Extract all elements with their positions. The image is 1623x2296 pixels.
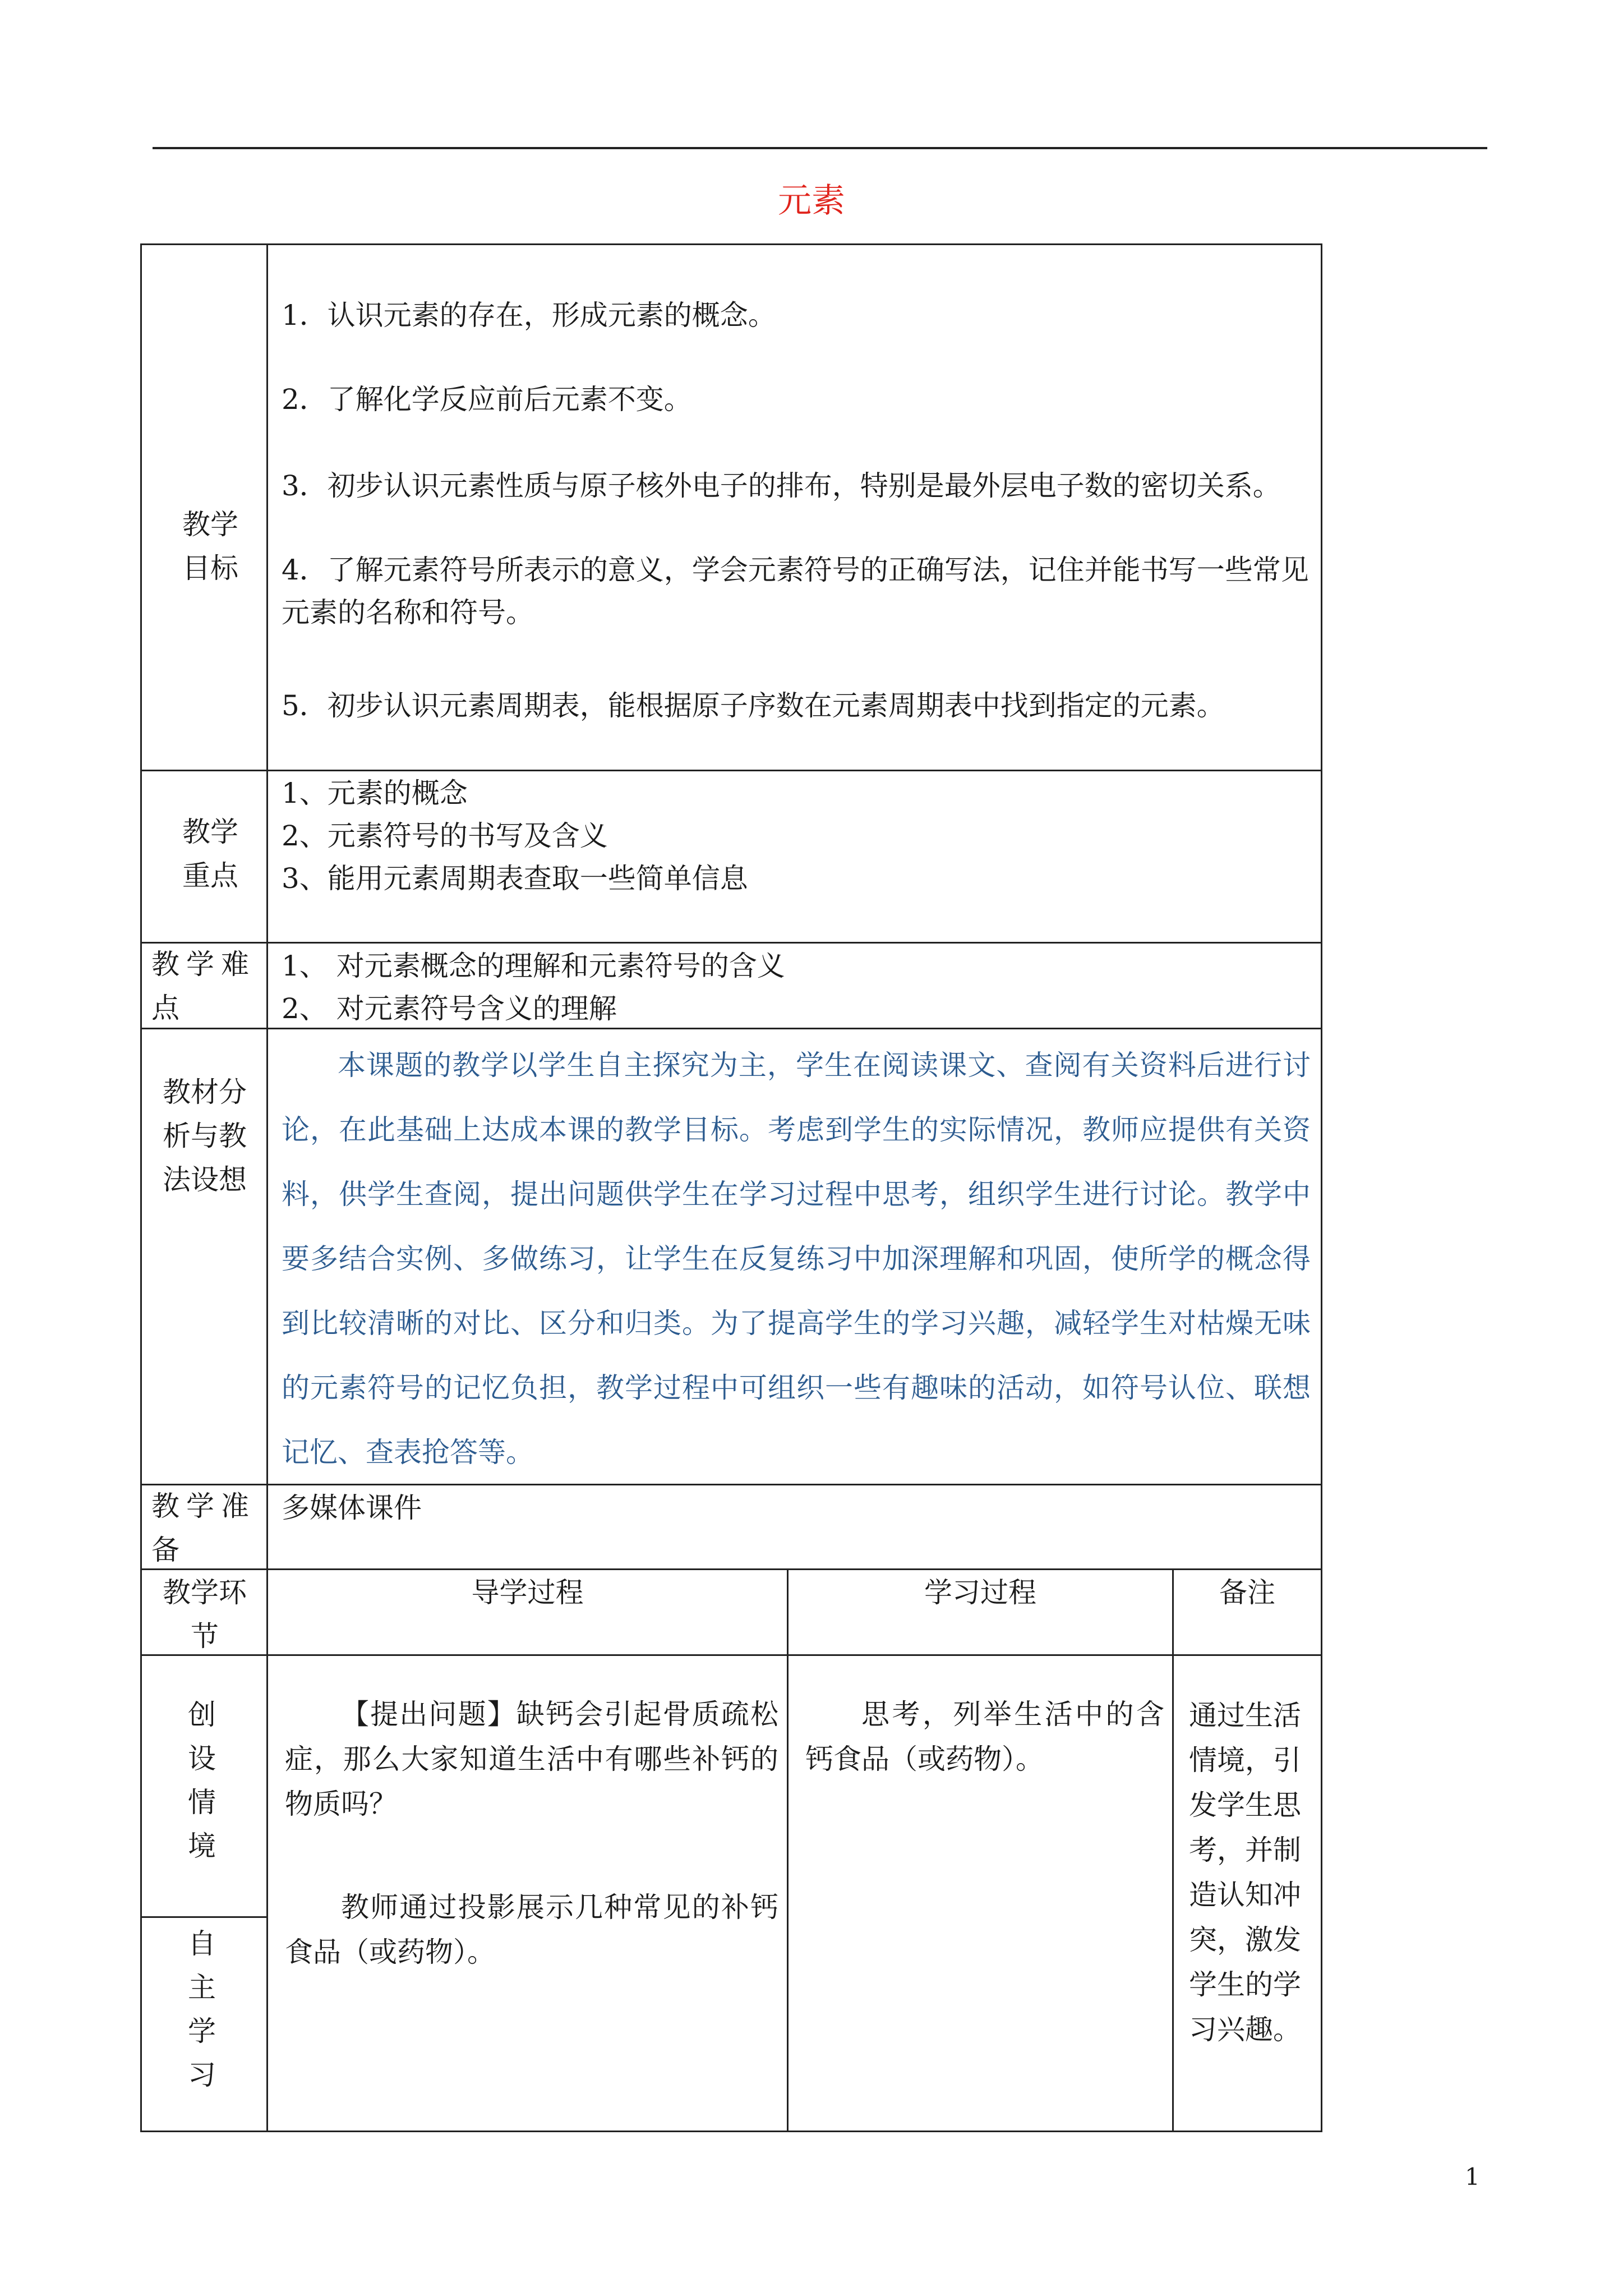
table-border-left bbox=[140, 243, 142, 2132]
objective-item: 2．了解化学反应前后元素不变。 bbox=[282, 383, 692, 416]
preparation-text: 多媒体课件 bbox=[282, 1492, 422, 1524]
objective-item: 4．了解元素符号所表示的意义，学会元素符号的正确写法，记住并能书写一些常见元素的名称和符号。 bbox=[282, 554, 1309, 629]
difficulty-item: 1、 对元素概念的理解和元素符号的含义 bbox=[282, 950, 785, 982]
row-line bbox=[140, 1654, 1322, 1656]
row-line bbox=[140, 1568, 1322, 1570]
key-point-item: 3、能用元素周期表查取一些简单信息 bbox=[282, 862, 748, 895]
guide-question: 【提出问题】缺钙会引起骨质疏松症，那么大家知道生活中有哪些补钙的物质吗？ bbox=[285, 1698, 778, 1820]
column-header-stage: 教学环节 bbox=[163, 1576, 247, 1653]
table-divider-guide bbox=[787, 1568, 789, 2132]
stage-situation: 创设情境 bbox=[188, 1699, 216, 1862]
preparation-label: 教学准备 bbox=[151, 1490, 256, 1566]
objective-item: 5．初步认识元素周期表，能根据原子序数在元素周期表中找到指定的元素。 bbox=[282, 689, 1225, 722]
guide-projection: 教师通过投影展示几种常见的补钙食品（或药物）。 bbox=[285, 1891, 778, 1968]
difficulties-label: 教学难点 bbox=[151, 948, 256, 1024]
objective-item: 1．认识元素的存在，形成元素的概念。 bbox=[282, 299, 776, 332]
row-line bbox=[140, 770, 1322, 771]
row-line bbox=[140, 942, 1322, 944]
difficulty-item: 2、 对元素符号含义的理解 bbox=[282, 992, 617, 1025]
key-point-item: 1、元素的概念 bbox=[282, 777, 468, 809]
key-point-item: 2、元素符号的书写及含义 bbox=[282, 820, 608, 852]
table-divider-label bbox=[266, 243, 268, 2132]
key-points-label: 教学重点 bbox=[182, 816, 238, 892]
table-border-right bbox=[1321, 243, 1322, 2132]
analysis-text: 本课题的教学以学生自主探究为主，学生在阅读课文、查阅有关资料后进行讨论，在此基础上达成本课的教学目标。考虑到学生的实际情况，教师应提供有关资料，供学生查阅，提出问题供学生在学习过程中思考，组织学生进行讨论。教学中要多结合实例、多做练习，让学生在反复练习中加深理解和巩固，使所学的概念得到比较清晰的对比、区分和归类。为了提高学生的学习兴趣，减轻学生对枯燥无味的元素符号的记忆负担，教学过程中可组织一些有趣味的活动，如符号认位、联想记忆、查表抢答等。 bbox=[282, 1049, 1311, 1469]
lesson-plan-table bbox=[140, 243, 1322, 2132]
column-header-guide: 导学过程 bbox=[471, 1576, 584, 1609]
table-divider-note bbox=[1172, 1568, 1174, 2132]
header-rule bbox=[153, 147, 1487, 149]
note-text: 通过生活情境，引发学生思考，并制造认知冲突，激发学生的学习兴趣。 bbox=[1189, 1699, 1301, 2046]
objectives-label: 教学目标 bbox=[182, 508, 238, 585]
table-border-bottom bbox=[140, 2131, 1322, 2132]
column-header-learn: 学习过程 bbox=[924, 1576, 1036, 1609]
objective-item: 3．初步认识元素性质与原子核外电子的排布，特别是最外层电子数的密切关系。 bbox=[282, 470, 1281, 502]
analysis-label: 教材分析与教法设想 bbox=[163, 1076, 247, 1196]
row-line bbox=[140, 1916, 267, 1918]
page-title: 元素 bbox=[778, 181, 845, 220]
stage-self-study: 自主学习 bbox=[188, 1927, 216, 2091]
page-number: 1 bbox=[1465, 2163, 1480, 2191]
learn-think: 思考，列举生活中的含钙食品（或药物）。 bbox=[805, 1698, 1164, 1775]
column-header-note: 备注 bbox=[1219, 1576, 1275, 1609]
table-border-top bbox=[140, 243, 1322, 245]
